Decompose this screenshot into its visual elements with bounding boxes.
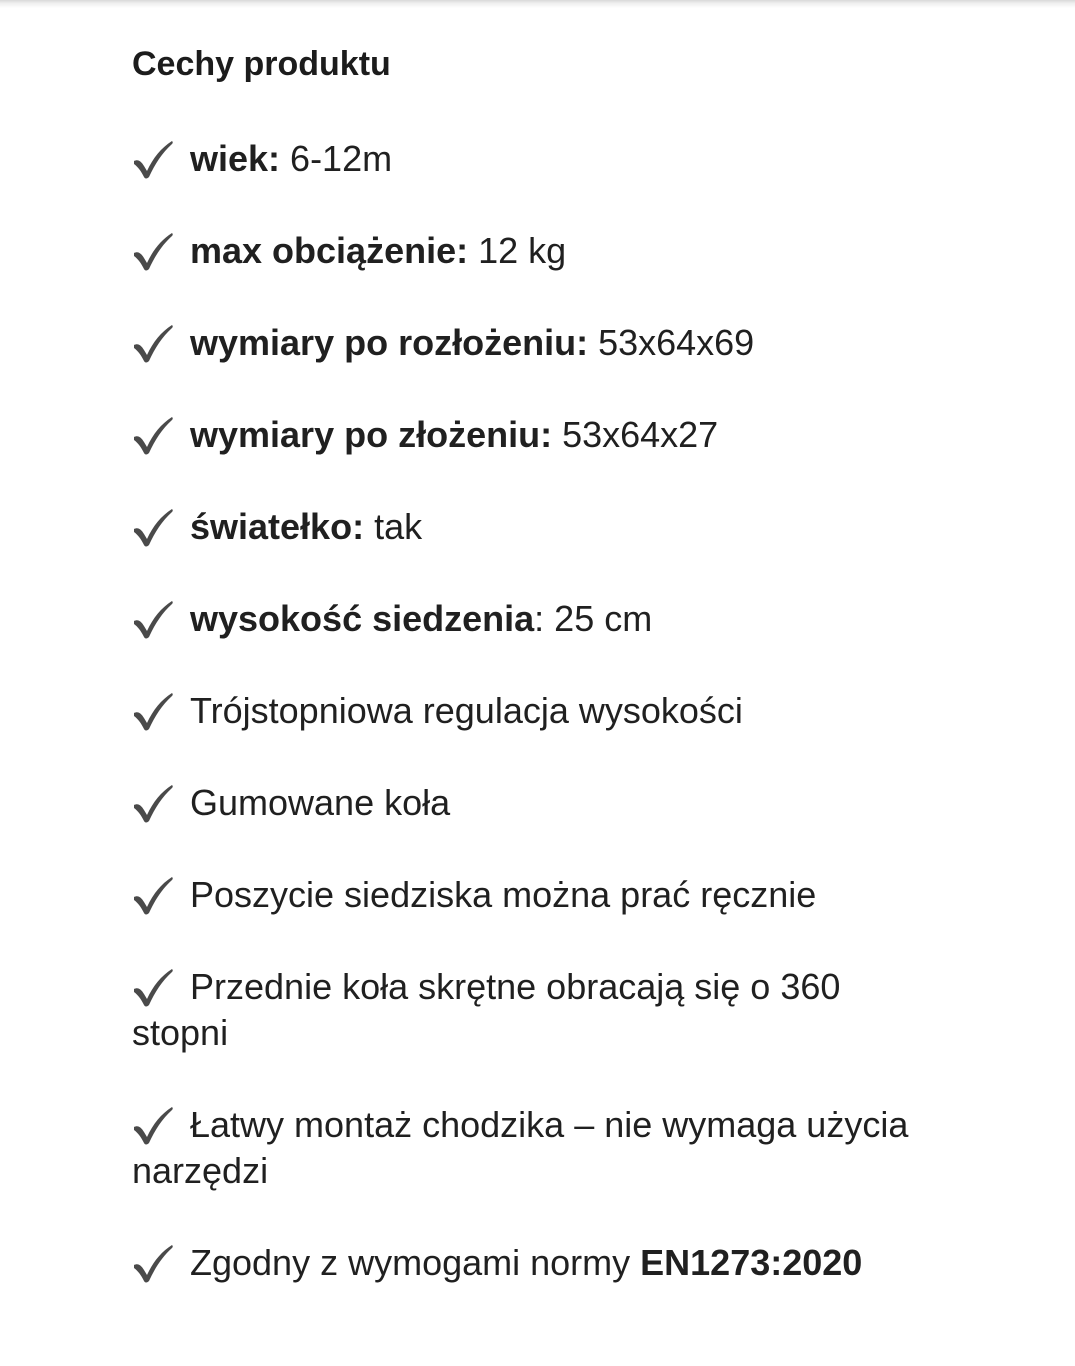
- top-bar-shadow: [0, 0, 1075, 8]
- feature-item-age: [132, 136, 932, 182]
- feature-item-height-adjustment: [132, 688, 932, 734]
- feature-value: : 25 cm: [534, 598, 653, 639]
- feature-item-rubber-wheels: [132, 780, 932, 826]
- norm-code: EN1273:2020: [640, 1242, 863, 1283]
- feature-value: 6-12m: [280, 138, 393, 179]
- feature-label: wysokość siedzenia: [190, 598, 535, 639]
- feature-text: Zgodny z wymogami normy: [190, 1242, 641, 1283]
- feature-text: Łatwy montaż chodzika – nie wymaga użycia narzędzi: [132, 1104, 909, 1191]
- feature-list: [132, 136, 932, 1286]
- feature-value: 12 kg: [468, 230, 567, 271]
- feature-text: Trójstopniowa regulacja wysokości: [190, 690, 743, 731]
- check-mark-icon: [132, 507, 174, 547]
- check-mark-icon: [132, 415, 174, 455]
- feature-value: 53x64x27: [552, 414, 719, 455]
- feature-label: max obciążenie:: [190, 230, 469, 271]
- feature-label: światełko:: [190, 506, 365, 547]
- check-mark-icon: [132, 967, 174, 1007]
- feature-text: Przednie koła skrętne obracają się o 360 stopni: [132, 966, 841, 1053]
- feature-value: tak: [364, 506, 423, 547]
- feature-text: Poszycie siedziska można prać ręcznie: [190, 874, 817, 915]
- check-mark-icon: [132, 1243, 174, 1283]
- product-features-section: [132, 38, 932, 1332]
- feature-text: Gumowane koła: [190, 782, 451, 823]
- check-mark-icon: [132, 691, 174, 731]
- feature-item-unfolded-dimensions: [132, 320, 932, 366]
- feature-value: 53x64x69: [588, 322, 755, 363]
- feature-item-swivel-wheels: [132, 964, 932, 1056]
- check-mark-icon: [132, 599, 174, 639]
- feature-item-norm-compliance: [132, 1240, 932, 1286]
- check-mark-icon: [132, 1105, 174, 1145]
- section-title: Cechy produktu: [132, 45, 391, 83]
- check-mark-icon: [132, 231, 174, 271]
- feature-label: wymiary po złożeniu:: [190, 414, 553, 455]
- feature-item-easy-assembly: [132, 1102, 932, 1194]
- feature-item-max-load: [132, 228, 932, 274]
- feature-label: wymiary po rozłożeniu:: [190, 322, 589, 363]
- check-mark-icon: [132, 139, 174, 179]
- check-mark-icon: [132, 323, 174, 363]
- check-mark-icon: [132, 783, 174, 823]
- feature-label: wiek:: [190, 138, 281, 179]
- feature-item-folded-dimensions: [132, 412, 932, 458]
- check-mark-icon: [132, 875, 174, 915]
- feature-item-washable-cover: [132, 872, 932, 918]
- feature-item-seat-height: [132, 596, 932, 642]
- feature-item-light: [132, 504, 932, 550]
